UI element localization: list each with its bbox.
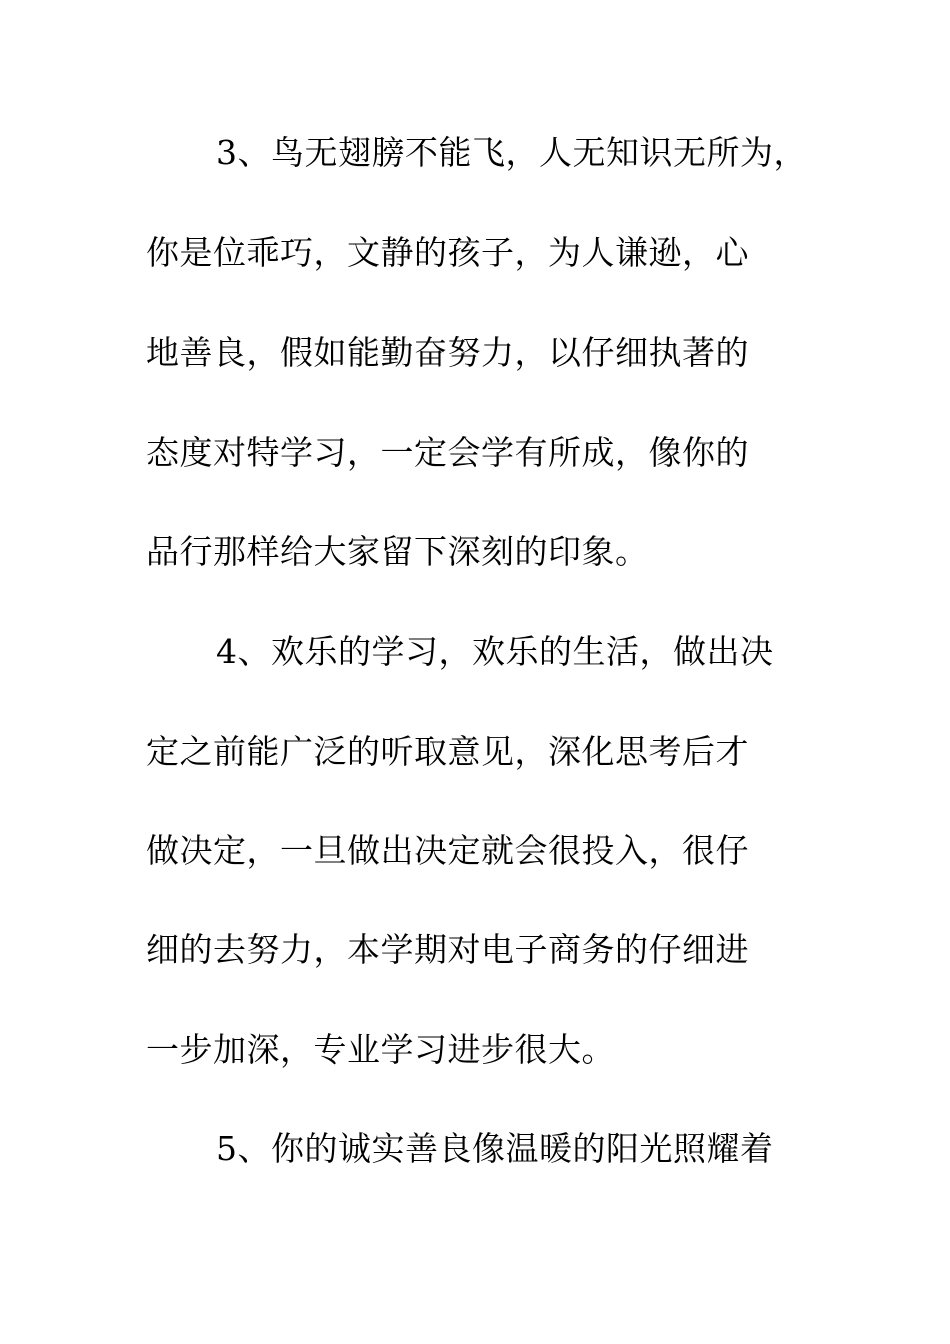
paragraph-3-line-2: 你是位乖巧，文静的孩子，为人谦逊，心: [146, 233, 749, 272]
paragraph-3-line-3: 地善良，假如能勤奋努力，以仔细执著的: [146, 333, 749, 372]
paragraph-4-line-3: 做决定，一旦做出决定就会很投入，很仔: [146, 831, 749, 870]
paragraph-4-line-5: 一步加深，专业学习进步很大。: [146, 1030, 615, 1069]
paragraph-3-line-1: 3、鸟无翅膀不能飞，人无知识无所为，: [216, 133, 807, 172]
paragraph-3-line-4: 态度对特学习，一定会学有所成，像你的: [146, 433, 749, 472]
paragraph-4-line-2: 定之前能广泛的听取意见，深化思考后才: [146, 732, 749, 771]
paragraph-4-line-1: 4、欢乐的学习，欢乐的生活，做出决: [216, 632, 774, 671]
paragraph-3-line-5: 品行那样给大家留下深刻的印象。: [146, 532, 649, 571]
paragraph-5-line-1: 5、你的诚实善良像温暖的阳光照耀着: [216, 1129, 774, 1168]
paragraph-4-line-4: 细的去努力，本学期对电子商务的仔细进: [146, 930, 749, 969]
